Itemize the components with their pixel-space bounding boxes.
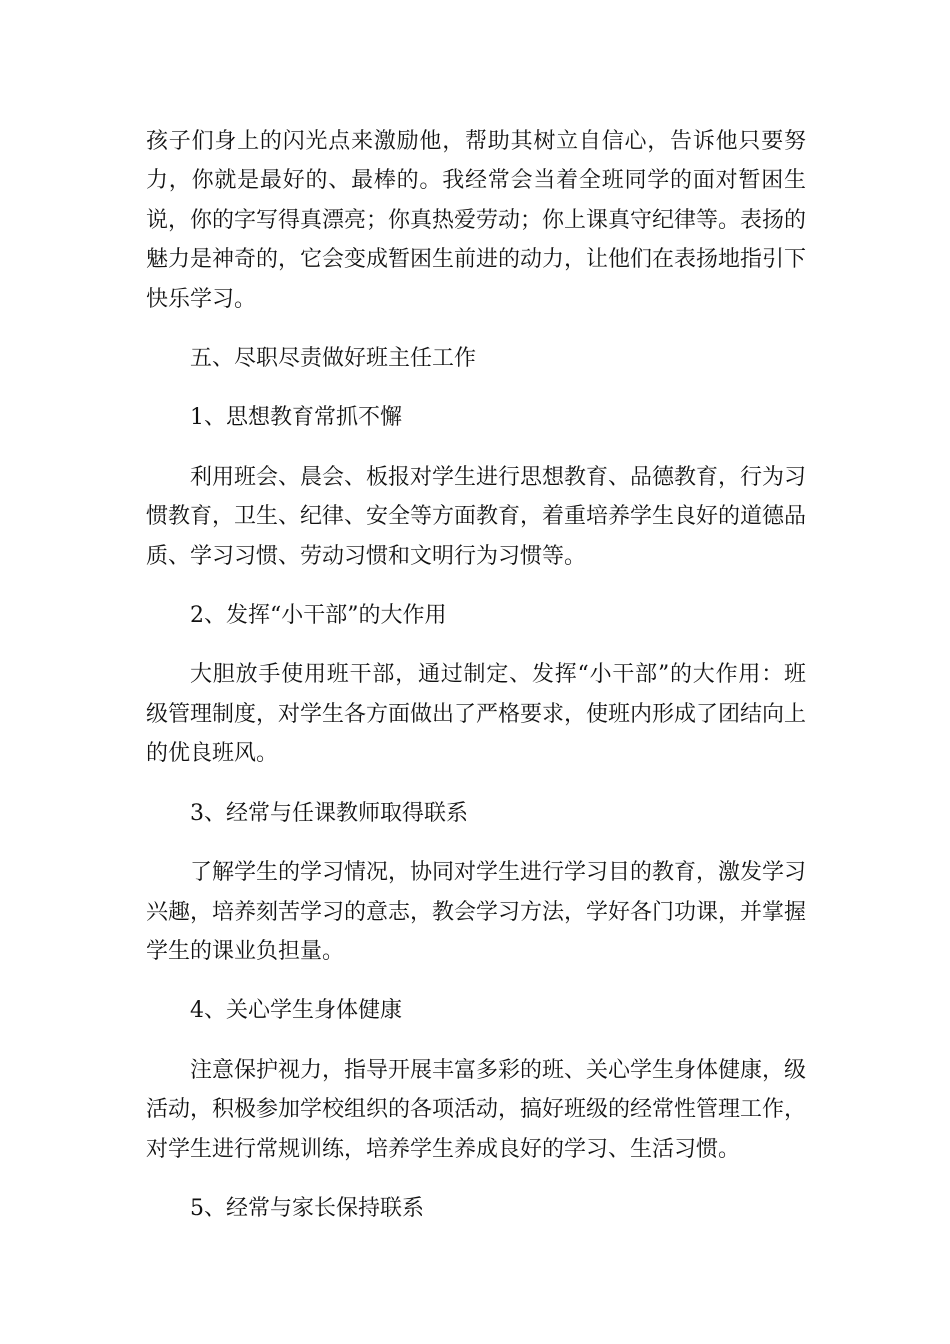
paragraph-continued: 孩子们身上的闪光点来激励他，帮助其树立自信心，告诉他只要努力，你就是最好的、最棒的。我经常会当着全班同学的面对暂困生说，你的字写得真漂亮；你真热爱劳动；你上课真守纪律等。表扬的魅力是神奇的，它会变成暂困生前进的动力，让他们在表扬地指引下快乐学习。 — [146, 129, 807, 312]
paragraph-class-cadres: 大胆放手使用班干部，通过制定、发挥“小干部”的大作用：班级管理制度，对学生各方面做出了严格要求，使班内形成了团结向上的优良班风。 — [146, 662, 807, 767]
document-page — [146, 122, 806, 1228]
subheading-2: 2、发挥“小干部”的大作用 — [190, 603, 447, 629]
subheading-5: 5、经常与家长保持联系 — [190, 1195, 424, 1221]
subheading-3: 3、经常与任课教师取得联系 — [190, 800, 468, 826]
section-heading-5: 五、尽职尽责做好班主任工作 — [190, 346, 477, 372]
subheading-1: 1、思想教育常抓不懈 — [190, 405, 402, 431]
paragraph-student-health: 注意保护视力，指导开展丰富多彩的班、关心学生身体健康，级活动，积极参加学校组织的各项活动，搞好班级的经常性管理工作，对学生进行常规训练，培养学生养成良好的学习、生活习惯。 — [146, 1057, 807, 1162]
paragraph-teacher-contact: 了解学生的学习情况，协同对学生进行学习目的教育，激发学习兴趣，培养刻苦学习的意志，教会学习方法，学好各门功课，并掌握学生的课业负担量。 — [146, 860, 807, 964]
subheading-4: 4、关心学生身体健康 — [190, 998, 402, 1024]
paragraph-ideology-education: 利用班会、晨会、板报对学生进行思想教育、品德教育，行为习惯教育，卫生、纪律、安全等方面教育，着重培养学生良好的道德品质、学习习惯、劳动习惯和文明行为习惯等。 — [146, 464, 807, 569]
